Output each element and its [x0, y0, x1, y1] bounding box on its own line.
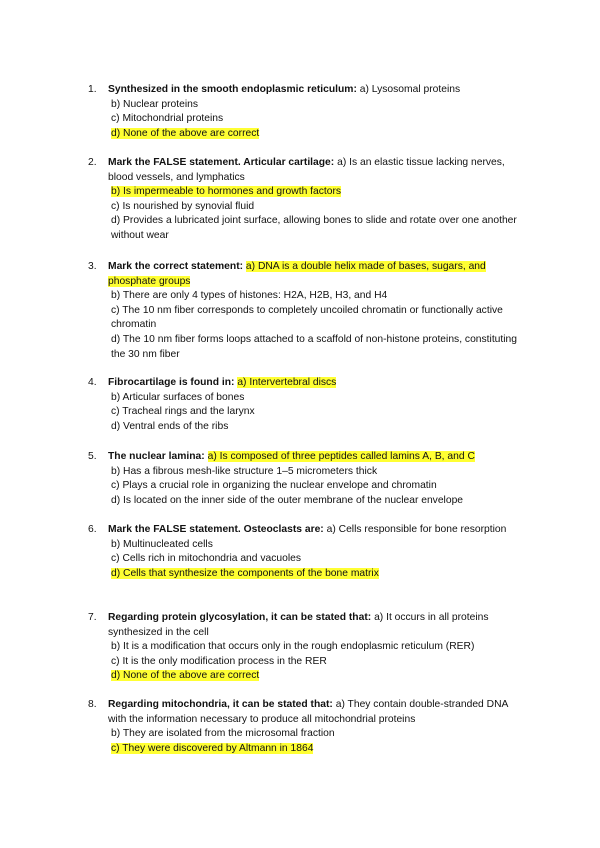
question-number: 4. — [88, 377, 97, 388]
option-d: d) Provides a lubricated joint surface, allowing bones to slide and rotate over one another without wear — [111, 215, 517, 241]
question-3 — [88, 260, 528, 362]
option-a-correct: a) Is composed of three peptides called lamins A, B, and C — [207, 451, 475, 462]
question-stem: Fibrocartilage is found in: — [108, 377, 235, 388]
question-stem-line — [108, 83, 528, 98]
question-stem: The nuclear lamina: — [108, 451, 205, 462]
option-d: d) The 10 nm fiber forms loops attached to a scaffold of non-histone proteins, constituting the 30 nm fiber — [111, 333, 518, 360]
question-6 — [88, 523, 528, 581]
option-c: c) Mitochondrial proteins — [111, 113, 224, 125]
question-7 — [88, 611, 528, 684]
option-d-correct: d) None of the above are correct — [111, 670, 260, 682]
option-b: b) They are isolated from the microsomal fraction — [111, 728, 335, 740]
question-stem: Synthesized in the smooth endoplasmic reticulum: — [108, 84, 357, 95]
question-stem-line — [108, 260, 528, 289]
option-c-correct: c) They were discovered by Altmann in 1864 — [111, 742, 314, 754]
question-1 — [88, 83, 528, 141]
question-5 — [88, 450, 528, 508]
question-stem-line — [108, 611, 528, 640]
question-stem: Mark the correct statement: — [108, 261, 244, 272]
option-b: b) Multinucleated cells — [111, 538, 213, 550]
question-2 — [88, 156, 528, 244]
question-number: 3. — [88, 261, 97, 272]
question-stem-line — [108, 523, 528, 538]
question-stem-line — [108, 450, 528, 465]
question-stem: Regarding mitochondria, it can be stated that: — [108, 699, 333, 710]
option-a-correct: a) Intervertebral discs — [237, 377, 337, 388]
question-number: 8. — [88, 699, 97, 710]
question-8 — [88, 698, 528, 756]
option-a: a) Is an elastic tissue lacking nerves, blood vessels, and lymphatics — [108, 157, 505, 183]
question-stem: Regarding protein glycosylation, it can be stated that: — [108, 612, 372, 623]
question-stem-line — [108, 698, 528, 727]
option-c: c) Is nourished by synovial fluid — [111, 200, 255, 212]
option-b: b) Articular surfaces of bones — [111, 391, 245, 403]
option-c: c) Cells rich in mitochondria and vacuoles — [111, 553, 302, 565]
option-b: b) There are only 4 types of histones: H2A, H2B, H3, and H4 — [111, 290, 388, 302]
question-stem: Mark the FALSE statement. Osteoclasts are: — [108, 524, 324, 535]
option-d-correct: d) Cells that synthesize the components of the bone matrix — [111, 567, 379, 579]
option-c: c) It is the only modification process in the RER — [111, 655, 327, 667]
question-number: 7. — [88, 612, 97, 623]
option-b: b) Has a fibrous mesh-like structure 1–5 micrometers thick — [111, 465, 378, 477]
question-number: 5. — [88, 451, 97, 462]
option-d-correct: d) None of the above are correct — [111, 127, 260, 139]
question-stem-line — [108, 156, 528, 185]
question-number: 6. — [88, 524, 97, 535]
option-b: b) It is a modification that occurs only in the rough endoplasmic reticulum (RER) — [111, 641, 475, 653]
option-c: c) The 10 nm fiber corresponds to completely uncoiled chromatin or functionally active chromatin — [111, 304, 503, 331]
option-c: c) Tracheal rings and the larynx — [111, 406, 255, 418]
option-a: a) Lysosomal proteins — [359, 84, 461, 95]
option-c: c) Plays a crucial role in organizing the nuclear envelope and chromatin — [111, 480, 437, 492]
option-a: a) They contain double-stranded DNA with the information necessary to produce all mitochondrial proteins — [108, 699, 508, 725]
question-stem: Mark the FALSE statement. Articular cartilage: — [108, 157, 335, 168]
question-stem-line — [108, 376, 528, 391]
option-a: a) Cells responsible for bone resorption — [326, 524, 507, 535]
option-b-correct: b) Is impermeable to hormones and growth factors — [111, 186, 342, 198]
option-a-correct: a) DNA is a double helix made of bases, sugars, and phosphate groups — [108, 261, 486, 287]
question-4 — [88, 376, 528, 434]
option-a: a) It occurs in all proteins synthesized in the cell — [108, 612, 489, 638]
question-number: 1. — [88, 84, 97, 95]
option-b: b) Nuclear proteins — [111, 98, 198, 110]
option-d: d) Is located on the inner side of the outer membrane of the nuclear envelope — [111, 494, 464, 506]
question-number: 2. — [88, 157, 97, 168]
option-d: d) Ventral ends of the ribs — [111, 420, 229, 432]
